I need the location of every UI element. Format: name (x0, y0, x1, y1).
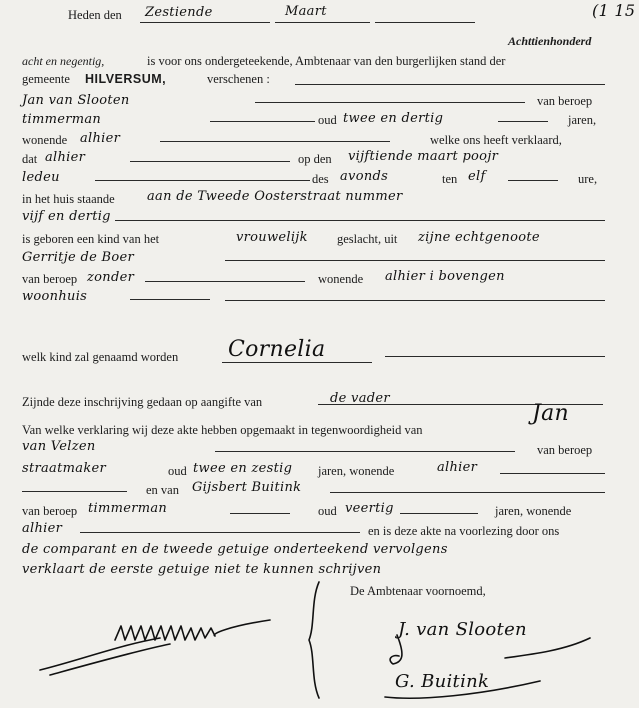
residence-continued: woonhuis (22, 289, 88, 304)
rule (145, 281, 305, 282)
birth-hour: elf (468, 169, 486, 184)
closing-note-line2: verklaart de eerste getuige niet te kunnen schrijven (22, 562, 382, 577)
signature-father: J. van Slooten (398, 619, 527, 640)
rule (95, 180, 310, 181)
voorlezing-text: en is deze akte na voorlezing door ons (368, 524, 560, 538)
witness1-age: twee en zestig (193, 461, 293, 476)
year-value: acht en negentig, (22, 54, 105, 68)
birth-place: alhier (45, 150, 86, 165)
verklaring-label: Van welke verklaring wij deze akte hebben opgemaakt in tegenwoordigheid van (22, 423, 423, 437)
witness1-residence: alhier (437, 460, 478, 475)
ten-label: ten (442, 172, 458, 186)
declared-by: de vader (330, 391, 390, 406)
oud-label: oud (168, 464, 187, 478)
signature-father-flourish (385, 630, 595, 670)
witness2-residence: alhier (22, 521, 63, 536)
wonende-label: wonende (318, 272, 364, 286)
declarant-age: twee en dertig (343, 111, 444, 126)
rule (400, 513, 478, 514)
witness1-surname: van Velzen (22, 439, 96, 454)
van-beroep-label: van beroep (537, 443, 593, 457)
paraph-flourish (20, 600, 280, 680)
witness1-occupation: straatmaker (22, 461, 106, 476)
city-name: HILVERSUM, (85, 72, 167, 86)
bracket-brace (305, 580, 325, 700)
rule (215, 451, 515, 452)
rule (508, 180, 558, 181)
oud-label: oud (318, 113, 337, 127)
rule (498, 121, 548, 122)
van-beroep-label: van beroep (537, 94, 593, 108)
genaamd-label: welk kind zal genaamd worden (22, 350, 179, 364)
rule (225, 260, 605, 261)
birth-date: vijftiende maart poojr (348, 149, 499, 164)
huis-staande-label: in het huis staande (22, 192, 115, 206)
rule (375, 22, 475, 23)
day-value: Zestiende (145, 5, 213, 20)
en-van-label: en van (146, 483, 179, 497)
signature-witness: G. Buitink (395, 671, 490, 692)
mother-occupation: zonder (87, 270, 135, 285)
wonende-label: wonende (22, 133, 68, 147)
gemeente-label: gemeente (22, 72, 70, 86)
rule (385, 356, 605, 357)
rule (80, 532, 360, 533)
declarant-residence: alhier (80, 131, 121, 146)
witness1-firstname: Jan (532, 401, 570, 426)
op-den-label: op den (298, 152, 332, 166)
rule (130, 299, 210, 300)
rule (222, 362, 372, 363)
rule (295, 84, 605, 85)
witness2-occupation: timmerman (88, 501, 168, 516)
van-beroep-label: van beroep (22, 504, 78, 518)
geslacht-label: geslacht, uit (337, 232, 398, 246)
ure-label: ure, (578, 172, 598, 186)
rule (225, 300, 605, 301)
birth-part-of-day: avonds (340, 169, 389, 184)
child-gender: vrouwelijk (236, 230, 308, 245)
rule (130, 161, 290, 162)
rule (330, 492, 605, 493)
intro-text: is voor ons ondergeteekende, Ambtenaar van den burgerlijken stand der (147, 54, 506, 68)
birth-time-of-day: ledeu (22, 170, 60, 185)
geboren-text: is geboren een kind van het (22, 232, 160, 246)
rule (275, 22, 370, 23)
verklaard-text: welke ons heeft verklaard, (430, 133, 562, 147)
declarant-occupation: timmerman (22, 112, 102, 127)
verschenen-label: verschenen : (207, 72, 270, 86)
heden-den-label: Heden den (68, 8, 122, 22)
des-label: des (312, 172, 329, 186)
century-label: Achttienhonderd (508, 34, 592, 48)
rule (140, 22, 270, 23)
rule (500, 473, 605, 474)
birth-address-number: vijf en dertig (22, 209, 111, 224)
oud-label: oud (318, 504, 337, 518)
rule (22, 491, 127, 492)
rule (255, 102, 525, 103)
child-given-name: Cornelia (228, 337, 326, 362)
declarant-name: Jan van Slooten (22, 93, 130, 108)
witness2-name: Gijsbert Buitink (192, 480, 302, 495)
mother-name: Gerritje de Boer (22, 250, 134, 265)
van-beroep-label: van beroep (22, 272, 78, 286)
witness2-age: veertig (345, 501, 394, 516)
jaren-wonende-label: jaren, wonende (318, 464, 395, 478)
record-reference: (1 15 (592, 1, 636, 20)
dat-label: dat (22, 152, 38, 166)
mother-residence: alhier i bovengen (385, 269, 505, 284)
aangifte-label: Zijnde deze inschrijving gedaan op aangifte van (22, 395, 263, 409)
wife-relation: zijne echtgenoote (418, 230, 540, 245)
rule (160, 141, 390, 142)
jaren-wonende-label: jaren, wonende (495, 504, 572, 518)
rule (115, 220, 605, 221)
month-value: Maart (285, 4, 327, 19)
rule (210, 121, 315, 122)
official-label: De Ambtenaar voornoemd, (350, 584, 486, 598)
closing-note-line1: de comparant en de tweede getuige onderteekend vervolgens (22, 542, 448, 557)
birth-address: aan de Tweede Oosterstraat nummer (147, 189, 403, 204)
rule (230, 513, 290, 514)
signature-witness-flourish (380, 675, 550, 705)
jaren-label: jaren, (568, 113, 597, 127)
